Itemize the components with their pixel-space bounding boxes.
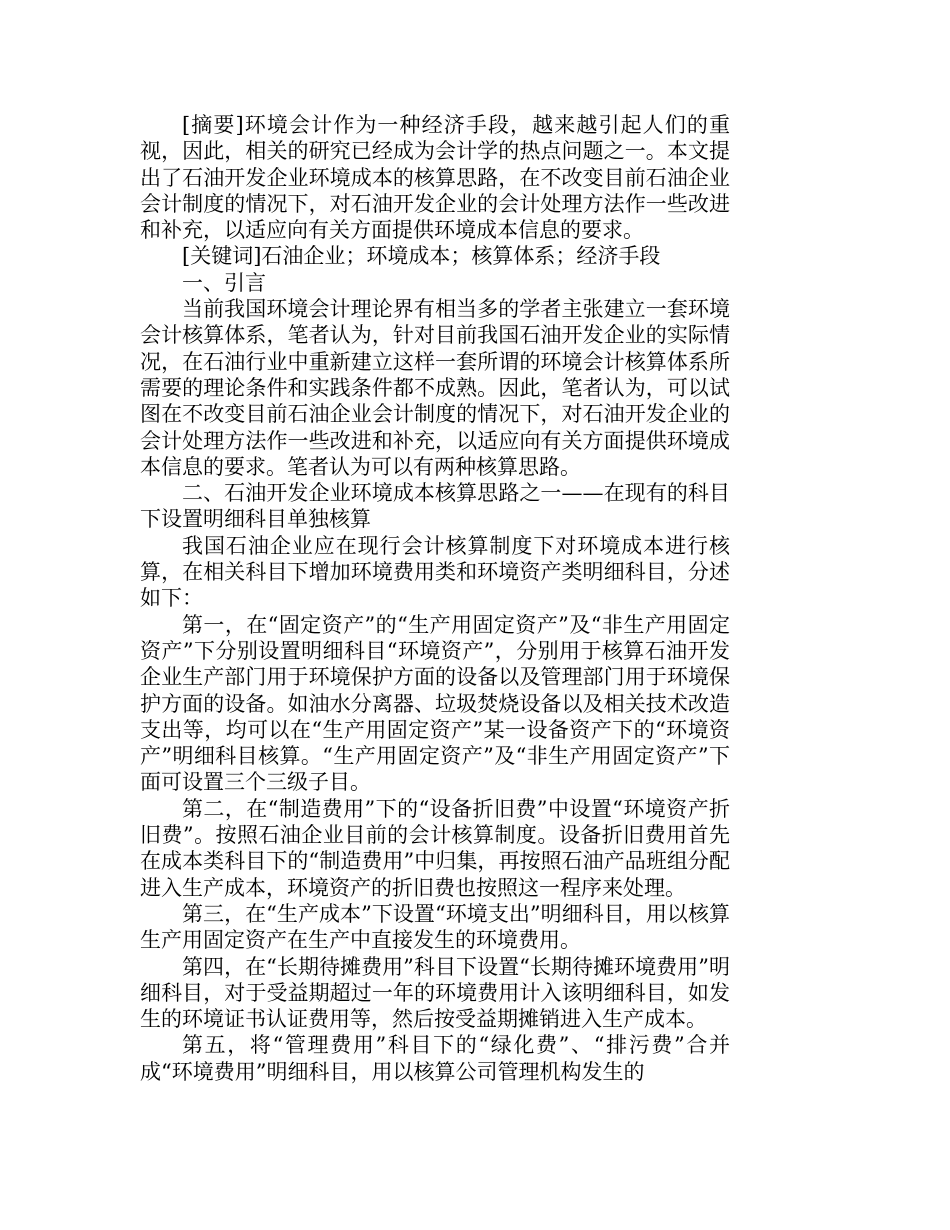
document-body [140,112,730,1085]
section-heading-introduction: 一、引言 [182,270,266,295]
keywords-paragraph: [关键词]石油企业；环境成本；核算体系；经济手段 [182,244,661,269]
body-paragraph: 第二，在“制造费用”下的“设备折旧费”中设置“环境资产折旧费”。按照石油企业目前的会计核算制度。设备折旧费用首先在成本类科目下的“制造费用”中归集，再按照石油产品班组分配进入生产成本，环境资产的折旧费也按照这一程序来处理。 [140,796,730,900]
body-paragraph: 第五，将“管理费用”科目下的“绿化费”、“排污费”合并成“环境费用”明细科目，用以核算公司管理机构发生的 [140,1033,730,1084]
body-paragraph: 当前我国环境会计理论界有相当多的学者主张建立一套环境会计核算体系，笔者认为，针对目前我国石油开发企业的实际情况，在石油行业中重新建立这样一套所谓的环境会计核算体系所需要的理论条件和实践条件都不成熟。因此，笔者认为，可以试图在不改变目前石油企业会计制度的情况下，对石油开发企业的会计处理方法作一些改进和补充，以适应向有关方面提供环境成本信息的要求。笔者认为可以有两种核算思路。 [140,297,730,479]
body-paragraph: 第一，在“固定资产”的“生产用固定资产”及“非生产用固定资产”下分别设置明细科目“环境资产”，分别用于核算石油开发企业生产部门用于环境保护方面的设备以及管理部门用于环境保护方面的设备。如油水分离器、垃圾焚烧设备以及相关技术改造支出等，均可以在“生产用固定资产”某一设备资产下的“环境资产”明细科目核算。“生产用固定资产”及“非生产用固定资产”下面可设置三个三级子目。 [140,612,730,795]
abstract-paragraph: [摘要]环境会计作为一种经济手段，越来越引起人们的重视，因此，相关的研究已经成为会计学的热点问题之一。本文提出了石油开发企业环境成本的核算思路，在不改变目前石油企业会计制度的情况下，对石油开发企业的会计处理方法作一些改进和补充，以适应向有关方面提供环境成本信息的要求。 [140,113,730,243]
body-paragraph: 我国石油企业应在现行会计核算制度下对环境成本进行核算，在相关科目下增加环境费用类和环境资产类明细科目，分述如下： [140,533,730,611]
section-heading-approach-one: 二、石油开发企业环境成本核算思路之一——在现有的科目下设置明细科目单独核算 [140,481,730,532]
body-paragraph: 第四，在“长期待摊费用”科目下设置“长期待摊环境费用”明细科目，对于受益期超过一年的环境费用计入该明细科目，如发生的环境证书认证费用等，然后按受益期摊销进入生产成本。 [140,954,730,1032]
body-paragraph: 第三，在“生产成本”下设置“环境支出”明细科目，用以核算生产用固定资产在生产中直接发生的环境费用。 [140,901,730,953]
